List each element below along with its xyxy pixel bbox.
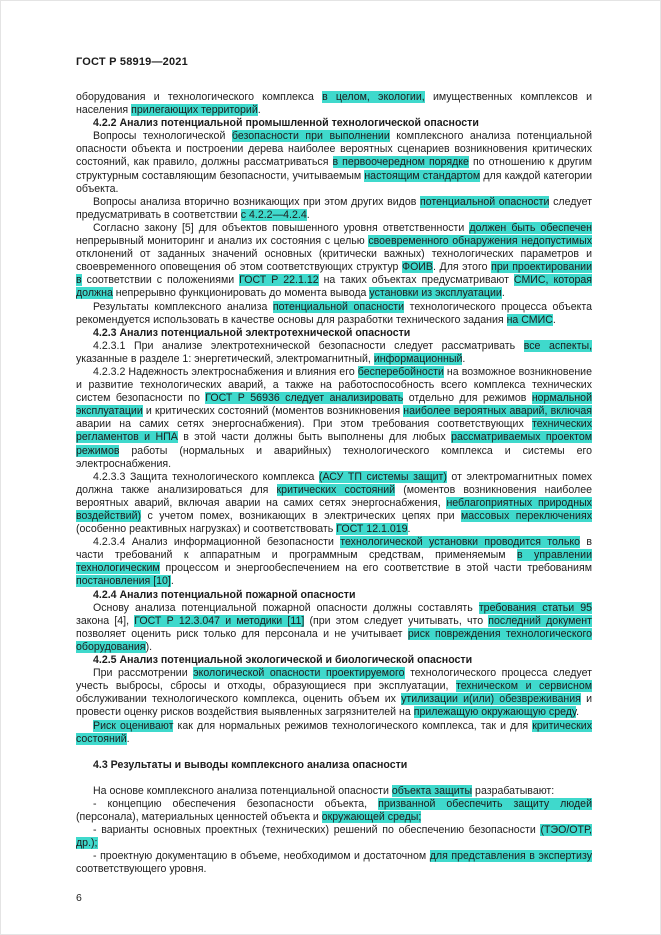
paragraph (76, 196, 592, 222)
text-segment: . (576, 706, 580, 719)
highlighted-text: в целом, экологии, (322, 91, 425, 103)
page-header: ГОСТ Р 58919—2021 (76, 56, 188, 68)
heading-paragraph (76, 654, 592, 667)
text-segment: разрабатывают: (472, 784, 555, 797)
text-segment: соответствующего уровня. (76, 863, 207, 876)
highlighted-text: своевременного обнаружения недопустимых (368, 235, 592, 248)
heading-paragraph (76, 589, 592, 602)
text-segment: Основу анализа потенциальной пожарной опасности должны составлять (93, 601, 479, 614)
highlighted-text: призванной обеспечить защиту людей (378, 797, 592, 810)
text-segment: закона [4], (76, 614, 135, 627)
highlighted-text: ФОИВ (402, 261, 433, 274)
paragraph (76, 130, 592, 195)
highlighted-text: прилежащую окружающую среду (413, 706, 577, 719)
text-segment: и критических состояний (моментов возникновения (142, 405, 404, 418)
paragraph (76, 91, 592, 117)
paragraph (76, 602, 592, 654)
text-segment: технологического процесса объекта рекомендуется использовать в качестве основы для разработки технического задания (76, 300, 592, 326)
text-segment: - концепцию обеспечения безопасности объекта, (93, 797, 379, 810)
text-segment: как для нормальных режимов технологического комплекса, так и для (173, 719, 533, 732)
paragraph (76, 798, 592, 824)
text-segment: с учетом помех, возникающих в электрических цепях при (141, 510, 461, 522)
text-segment: ). (145, 640, 153, 653)
paragraph (76, 340, 592, 366)
highlighted-text: окружающей среды; (321, 810, 422, 823)
text-segment: указанные в разделе 1: энергетический, электромагнитный, (76, 352, 374, 365)
text-segment: на возможное возникновение и развитие технологических аварий, а также на работоспособность всего комплекса технических систем безопасности по (76, 365, 592, 405)
highlighted-text: ГОСТ Р 56936 следует анализировать (205, 392, 404, 405)
text-segment: - проектную документацию в объеме, необходимом и достаточном (93, 850, 430, 863)
highlighted-text: в управлении технологическим (76, 549, 592, 575)
highlighted-text: (АСУ ТП системы защит) (318, 470, 447, 483)
highlighted-text: СМИС, которая должна (76, 274, 592, 300)
highlighted-text: прилегающих территорий (131, 104, 258, 117)
text-segment: . (306, 208, 310, 221)
highlighted-text: последний документ (488, 614, 592, 627)
highlighted-text: массовых переключениях (460, 510, 592, 522)
heading-paragraph (76, 759, 592, 772)
text-segment: 4.2.3.2 Надежность электроснабжения и влияния его (93, 365, 358, 378)
highlighted-text: критических состояний (276, 483, 396, 496)
highlighted-text: постановления [10] (76, 575, 171, 588)
text-segment: . Для этого (433, 261, 492, 274)
text-segment: Вопросы технологической (93, 130, 232, 143)
text-segment: технологического процесса следует учесть выбросы, сбросы и отходы, образующиеся при эксплуатации, (76, 667, 592, 693)
highlighted-text: утилизации и(или) обезвреживания (401, 693, 581, 706)
text-segment: процессом и энергообеспечением на его соответствие в этой части требованиям (159, 562, 592, 575)
text-segment: отклонений от заданных значений основных (критически важных) технологических параметров и своевременного оповещения об этом соответствующих структур (76, 248, 592, 274)
text-segment: . (126, 732, 130, 745)
highlighted-text: наиболее вероятных аварий, включая (403, 405, 592, 418)
text-segment: Вопросы анализа вторично возникающих при этом других видов (93, 195, 421, 208)
highlighted-text: нормальной эксплуатации (76, 392, 592, 418)
highlighted-text: риск повреждения технологического оборудования (76, 627, 592, 653)
paragraph (76, 850, 592, 876)
highlighted-text: потенциальной опасности (420, 195, 550, 208)
text-segment: (моментов возникновения наиболее вероятных аварий, включая аварии на самих сетях энергоснабжения, (76, 483, 592, 509)
text-segment: 4.3 Результаты и выводы комплексного анализа опасности (93, 758, 408, 771)
text-segment: имущественных комплексов и населения (76, 91, 592, 117)
highlighted-text: при проектировании в (76, 261, 593, 287)
highlighted-text: технологической установки проводится только (340, 536, 581, 549)
text-segment: На основе комплексного анализа потенциальной опасности (93, 784, 392, 797)
highlighted-text: с 4.2.2—4.2.4 (240, 208, 307, 221)
text-segment: обслуживании технологического комплекса, оценить объем их (76, 693, 402, 706)
highlighted-text: Риск оценивают (93, 719, 174, 732)
text-segment: 4.2.4 Анализ потенциальной пожарной опасности (93, 588, 356, 601)
highlighted-text: установки из эксплуатации (369, 287, 502, 300)
text-segment: оборудования и технологического комплекса (76, 91, 323, 103)
text-segment: и провести оценку рисков воздействия выявленных загрязнителей на (76, 693, 592, 719)
highlighted-text: неблагоприятных природных воздействий) (76, 496, 592, 522)
text-segment: . (552, 313, 556, 326)
highlighted-text: информационный (373, 352, 463, 365)
text-segment: . (257, 104, 261, 117)
highlighted-text: в первоочередном порядке (332, 156, 469, 169)
highlighted-text: требования статьи 95 (478, 601, 593, 614)
paragraph (76, 222, 592, 301)
text-segment: отдельно для режимов (403, 392, 532, 405)
text-segment: - варианты основных проектных (технических) решений по обеспечению безопасности (93, 824, 541, 837)
highlighted-text: на СМИС (506, 313, 553, 326)
highlighted-text: должен быть обеспечен (469, 221, 593, 234)
highlighted-text: экологической опасности проектируемого (193, 667, 405, 680)
text-segment: . (462, 352, 466, 365)
highlighted-text: ГОСТ 12.1.019 (336, 523, 408, 536)
text-segment: на таких объектах предусматривают (318, 274, 514, 287)
highlighted-text: бесперебойности (357, 365, 444, 378)
highlighted-text: ГОСТ Р 22.1.12 (239, 274, 319, 287)
paragraph (76, 785, 592, 798)
heading-paragraph (76, 327, 592, 340)
text-segment: позволяет оценить риск только для персонала и не учитывает (76, 627, 408, 640)
highlighted-text: все аспекты, (523, 339, 593, 352)
text-segment: для каждой категории объекта. (76, 169, 592, 195)
text-segment: При рассмотрении (93, 667, 194, 680)
paragraph (76, 824, 592, 850)
text-segment: Результаты комплексного анализа (93, 300, 273, 313)
text-segment: 4.2.3.3 Защита технологического комплекса (93, 470, 319, 483)
page-number: 6 (76, 892, 82, 904)
text-segment: работы (нормальных и аварийных) технологического комплекса и системы его электроснабжения. (76, 444, 592, 470)
text-segment: 4.2.2 Анализ потенциальной промышленной технологической опасности (93, 117, 479, 130)
text-segment: в этой части должны быть выполнены для любых (177, 431, 452, 444)
highlighted-text: (ТЭО/ОТР, др.); (76, 824, 592, 850)
highlighted-text: безопасности при выполнении (231, 130, 390, 143)
highlighted-text: технических регламентов и НПА (76, 418, 592, 444)
paragraph (76, 301, 592, 327)
text-segment: . (501, 287, 505, 300)
text-segment: комплексного анализа потенциальной опасности объекта и построении дерева наиболее вероятных сценариев возникновения критических состояний, как правило, должны рассматриваться (76, 130, 592, 169)
text-segment: . (407, 523, 411, 536)
text-segment: 4.2.3 Анализ потенциальной электротехнической опасности (93, 326, 411, 339)
text-segment: 4.2.3.4 Анализ информационной безопасности (93, 536, 341, 549)
text-segment: непрерывный мониторинг и анализ их состояния с целью (76, 235, 369, 248)
highlighted-text: техническом и сервисном (455, 680, 592, 693)
highlighted-text: настоящим стандартом (364, 169, 481, 182)
highlighted-text: ГОСТ Р 12.3.047 и методики [11] (134, 614, 305, 627)
document-body (76, 91, 592, 876)
paragraph (76, 667, 592, 719)
highlighted-text: рассматриваемых проектом режимов (76, 431, 592, 457)
highlighted-text: потенциальной опасности (272, 300, 405, 313)
text-segment: Согласно закону [5] для объектов повышенного уровня ответственности (93, 221, 470, 234)
paragraph (76, 536, 592, 588)
text-segment: аварии на самих сетях энергоснабжения). При этом требования соответствующих (76, 418, 532, 431)
text-segment: по отношению к другим структурным составляющим безопасности, учитываемым (76, 156, 592, 182)
highlighted-text: критических состояний (76, 719, 593, 745)
text-segment: . (170, 575, 174, 588)
text-segment: следует предусматривать в соответствии (76, 195, 592, 221)
paragraph (76, 366, 592, 471)
text-segment: (при этом следует учитывать, что (304, 614, 489, 627)
text-segment: соответствии с положениями (81, 274, 240, 287)
text-segment: в части требований к аппаратным и программным средствам, применяемым (76, 536, 592, 562)
text-segment: (особенно реактивных нагрузках) и соответствовать (76, 523, 337, 536)
text-segment: непрерывно функционировать до момента вывода (112, 287, 370, 300)
text-segment: 4.2.3.1 При анализе электротехнической безопасности следует рассматривать (93, 339, 524, 352)
heading-paragraph (76, 117, 592, 130)
highlighted-text: объекта защиты (391, 784, 473, 797)
text-segment: 4.2.5 Анализ потенциальной экологической и биологической опасности (93, 654, 473, 667)
paragraph (76, 471, 592, 536)
text-segment: от электромагнитных помех должна также анализироваться для (76, 470, 592, 496)
highlighted-text: для представления в экспертизу (429, 850, 592, 863)
paragraph (76, 720, 592, 746)
text-segment: (персонала), материальных ценностей объекта и (76, 810, 322, 823)
